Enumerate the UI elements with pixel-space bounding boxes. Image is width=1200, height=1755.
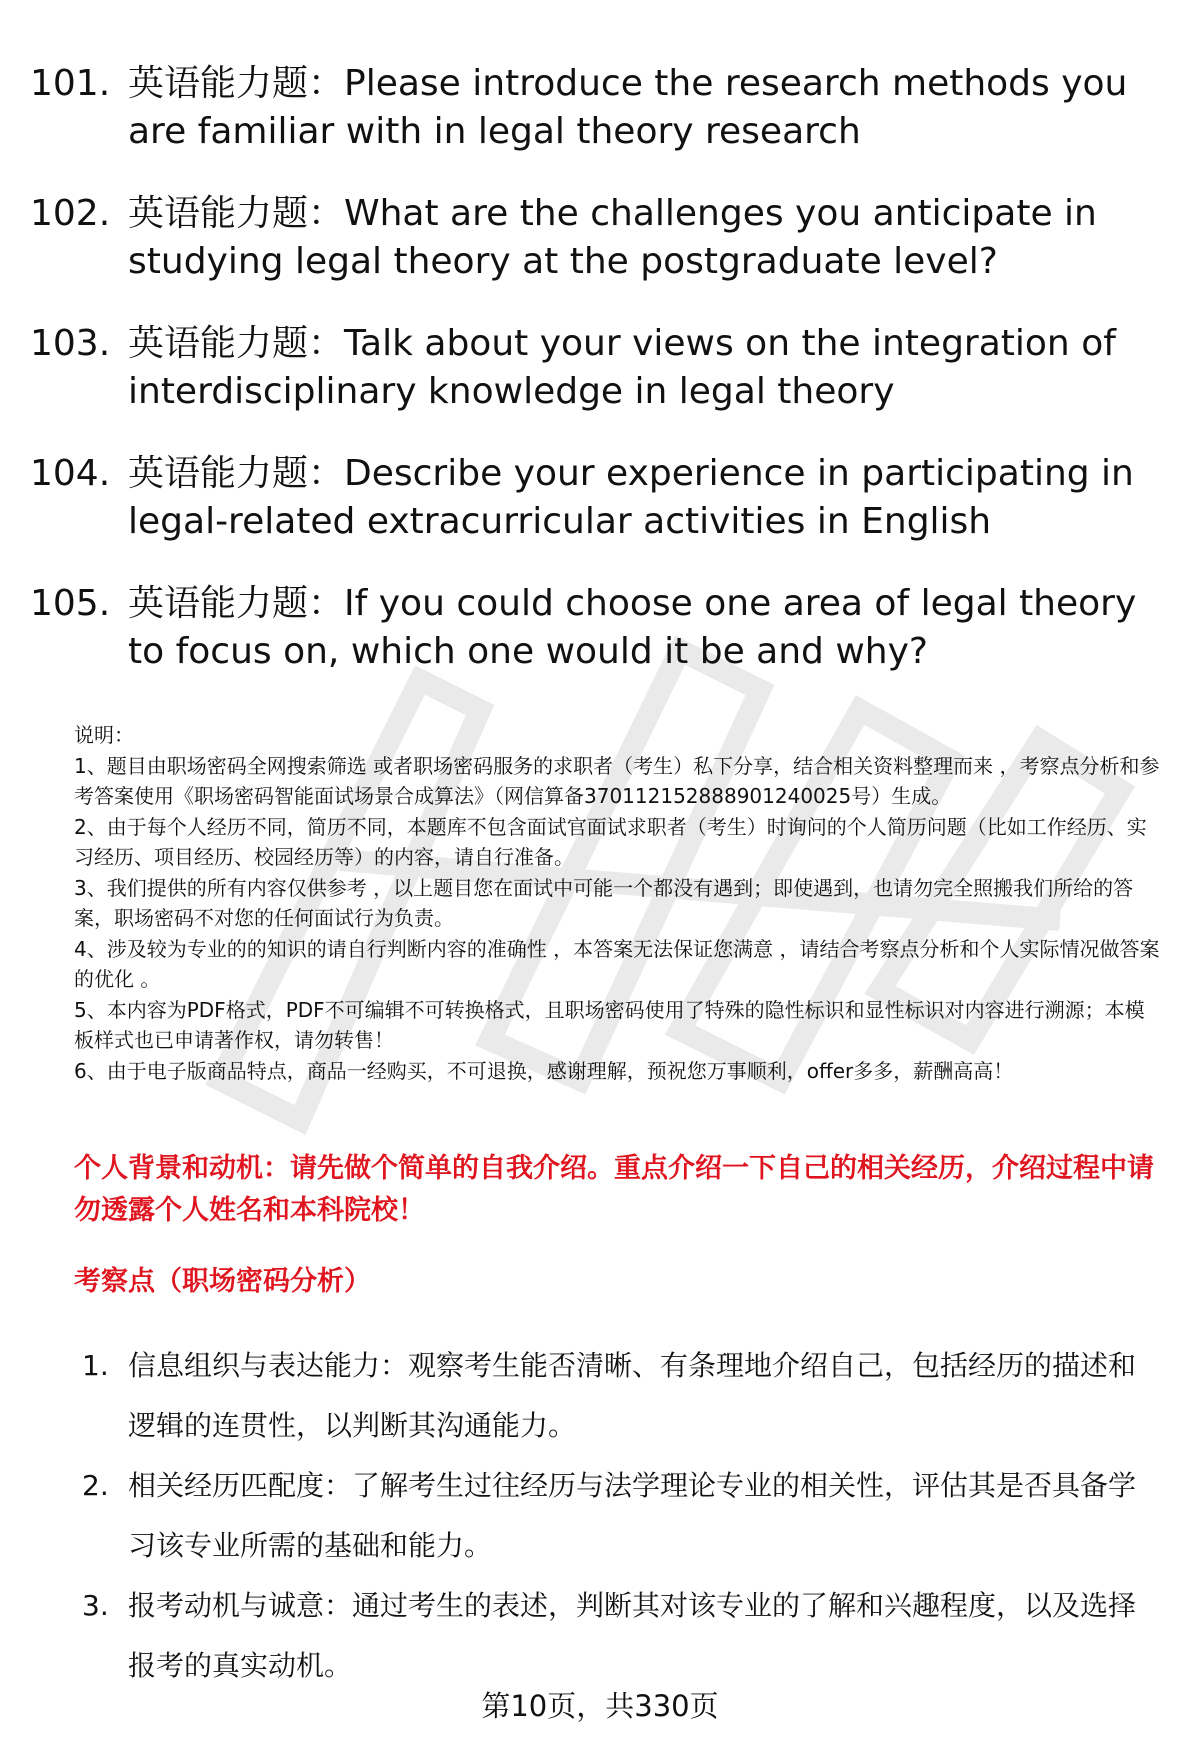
notes-heading: 说明： — [74, 723, 134, 747]
question-item — [30, 60, 1170, 156]
point-text: 相关经历匹配度：了解考生过往经历与法学理论专业的相关性，评估其是否具备学习该专业所需的基础和能力。 — [128, 1469, 1137, 1562]
question-list — [30, 60, 1170, 710]
point-text: 报考动机与诚意：通过考生的表述，判断其对该专业的了解和兴趣程度，以及选择报考的真实动机。 — [128, 1589, 1137, 1682]
question-text: 英语能力题：Talk about your views on the integration of interdisciplinary knowledge in legal theory — [128, 323, 1116, 412]
point-number: 2. — [82, 1469, 109, 1502]
question-number: 105. — [30, 583, 111, 624]
page-footer: 第10页，共330页 — [481, 1689, 719, 1723]
question-number: 101. — [30, 63, 111, 104]
note-item: 3、我们提供的所有内容仅供参考 ，以上题目您在面试中可能一个都没有遇到；即使遇到，也请勿完全照搬我们所给的答案，职场密码不对您的任何面试行为负责。 — [74, 875, 1134, 930]
question-item — [30, 320, 1170, 416]
question-number: 102. — [30, 193, 111, 234]
note-item: 4、涉及较为专业的的知识的请自行判断内容的准确性 ，本答案无法保证您满意 ，请结合考察点分析和个人实际情况做答案的优化 。 — [74, 936, 1160, 991]
note-item: 6、由于电子版商品特点，商品一经购买，不可退换，感谢理解，预祝您万事顺利，offer多多，薪酬高高！ — [74, 1058, 1014, 1083]
point-number: 1. — [82, 1349, 109, 1382]
note-item: 5、本内容为PDF格式，PDF不可编辑不可转换格式，且职场密码使用了特殊的隐性标识和显性标识对内容进行溯源；本模板样式也已申请著作权，请勿转售！ — [74, 997, 1145, 1052]
analysis-point — [82, 1336, 1162, 1456]
analysis-point — [82, 1576, 1162, 1696]
question-item — [30, 190, 1170, 286]
question-text: 英语能力题：Describe your experience in participating in legal-related extracurricular activities in English — [128, 453, 1134, 542]
question-item — [30, 580, 1170, 676]
question-number: 103. — [30, 323, 111, 364]
note-item: 2、由于每个人经历不同，简历不同，本题库不包含面试官面试求职者（考生）时询问的个人简历问题（比如工作经历、实习经历、项目经历、校园经历等）的内容，请自行准备。 — [74, 814, 1147, 869]
note-item: 1、题目由职场密码全网搜索筛选 或者职场密码服务的求职者（考生）私下分享，结合相关资料整理而来 ，考察点分析和参考答案使用《职场密码智能面试场景合成算法》（网信算备370112152888901240025号）生成。 — [74, 753, 1160, 808]
question-number: 104. — [30, 453, 111, 494]
section-title: 个人背景和动机：请先做个简单的自我介绍。重点介绍一下自己的相关经历，介绍过程中请勿透露个人姓名和本科院校！ — [74, 1153, 1154, 1226]
question-text: 英语能力题：Please introduce the research methods you are familiar with in legal theory research — [128, 63, 1128, 152]
section-subtitle: 考察点（职场密码分析） — [74, 1266, 371, 1297]
notes-block — [74, 720, 1164, 1086]
point-text: 信息组织与表达能力：观察考生能否清晰、有条理地介绍自己，包括经历的描述和逻辑的连贯性，以判断其沟通能力。 — [128, 1349, 1137, 1442]
analysis-points — [82, 1336, 1162, 1696]
point-number: 3. — [82, 1589, 109, 1622]
question-item — [30, 450, 1170, 546]
analysis-point — [82, 1456, 1162, 1576]
question-text: 英语能力题：What are the challenges you anticipate in studying legal theory at the postgraduate level? — [128, 193, 1097, 282]
question-text: 英语能力题：If you could choose one area of legal theory to focus on, which one would it be and why? — [128, 583, 1137, 672]
